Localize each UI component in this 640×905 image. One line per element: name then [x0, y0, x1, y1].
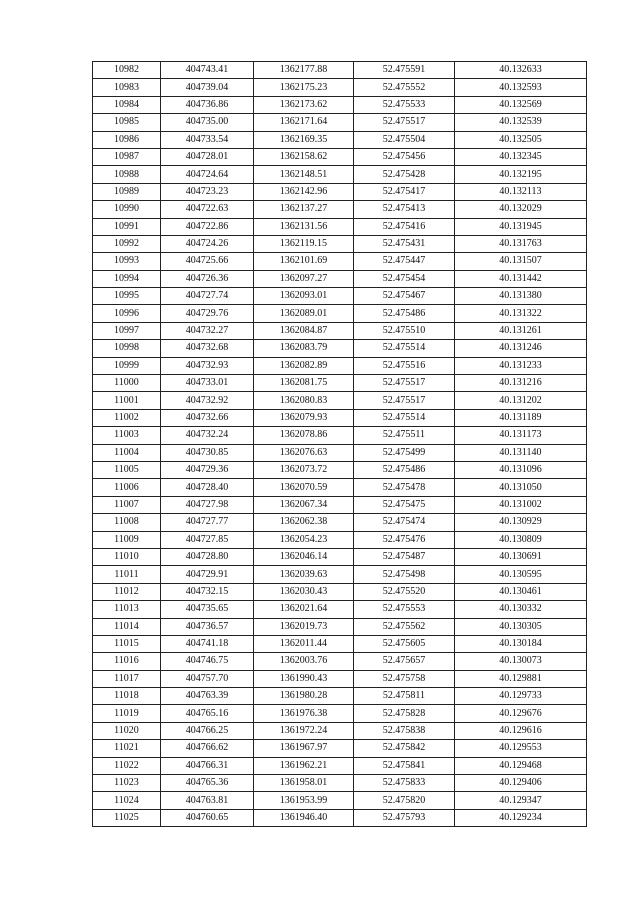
- latitude-cell: 52.475820: [354, 792, 455, 809]
- y-coordinate-cell: 1362039.63: [254, 566, 354, 583]
- point-id-cell: 10985: [93, 114, 161, 131]
- x-coordinate-cell: 404722.63: [161, 201, 254, 218]
- y-coordinate-cell: 1362046.14: [254, 548, 354, 565]
- longitude-cell: 40.132633: [455, 62, 587, 79]
- point-id-cell: 11003: [93, 427, 161, 444]
- point-id-cell: 11010: [93, 548, 161, 565]
- longitude-cell: 40.130332: [455, 601, 587, 618]
- y-coordinate-cell: 1361958.01: [254, 775, 354, 792]
- latitude-cell: 52.475758: [354, 670, 455, 687]
- x-coordinate-cell: 404727.85: [161, 531, 254, 548]
- y-coordinate-cell: 1362054.23: [254, 531, 354, 548]
- point-id-cell: 10988: [93, 166, 161, 183]
- latitude-cell: 52.475413: [354, 201, 455, 218]
- longitude-cell: 40.131050: [455, 479, 587, 496]
- point-id-cell: 11017: [93, 670, 161, 687]
- table-row: [93, 79, 587, 96]
- x-coordinate-cell: 404728.80: [161, 548, 254, 565]
- latitude-cell: 52.475517: [354, 375, 455, 392]
- table-row: [93, 148, 587, 165]
- table-row: [93, 375, 587, 392]
- table-row: [93, 444, 587, 461]
- table-row: [93, 131, 587, 148]
- point-id-cell: 11011: [93, 566, 161, 583]
- latitude-cell: 52.475842: [354, 740, 455, 757]
- x-coordinate-cell: 404763.81: [161, 792, 254, 809]
- latitude-cell: 52.475454: [354, 270, 455, 287]
- latitude-cell: 52.475486: [354, 461, 455, 478]
- longitude-cell: 40.130305: [455, 618, 587, 635]
- longitude-cell: 40.129616: [455, 722, 587, 739]
- table-row: [93, 670, 587, 687]
- y-coordinate-cell: 1361946.40: [254, 809, 354, 826]
- x-coordinate-cell: 404765.16: [161, 705, 254, 722]
- latitude-cell: 52.475467: [354, 288, 455, 305]
- x-coordinate-cell: 404729.91: [161, 566, 254, 583]
- point-id-cell: 11004: [93, 444, 161, 461]
- point-id-cell: 11015: [93, 635, 161, 652]
- x-coordinate-cell: 404743.41: [161, 62, 254, 79]
- table-row: [93, 288, 587, 305]
- y-coordinate-cell: 1362177.88: [254, 62, 354, 79]
- point-id-cell: 11013: [93, 601, 161, 618]
- y-coordinate-cell: 1362062.38: [254, 514, 354, 531]
- table-row: [93, 531, 587, 548]
- x-coordinate-cell: 404725.66: [161, 253, 254, 270]
- latitude-cell: 52.475474: [354, 514, 455, 531]
- point-id-cell: 10993: [93, 253, 161, 270]
- y-coordinate-cell: 1362158.62: [254, 148, 354, 165]
- coordinates-table-body: [93, 62, 587, 827]
- y-coordinate-cell: 1362080.83: [254, 392, 354, 409]
- point-id-cell: 11023: [93, 775, 161, 792]
- x-coordinate-cell: 404735.00: [161, 114, 254, 131]
- longitude-cell: 40.131322: [455, 305, 587, 322]
- x-coordinate-cell: 404766.31: [161, 757, 254, 774]
- latitude-cell: 52.475605: [354, 635, 455, 652]
- longitude-cell: 40.129733: [455, 688, 587, 705]
- table-row: [93, 479, 587, 496]
- point-id-cell: 11000: [93, 375, 161, 392]
- point-id-cell: 11016: [93, 653, 161, 670]
- latitude-cell: 52.475428: [354, 166, 455, 183]
- latitude-cell: 52.475517: [354, 392, 455, 409]
- longitude-cell: 40.130595: [455, 566, 587, 583]
- table-row: [93, 792, 587, 809]
- y-coordinate-cell: 1362067.34: [254, 496, 354, 513]
- longitude-cell: 40.132539: [455, 114, 587, 131]
- point-id-cell: 11025: [93, 809, 161, 826]
- x-coordinate-cell: 404732.27: [161, 322, 254, 339]
- latitude-cell: 52.475533: [354, 96, 455, 113]
- point-id-cell: 10987: [93, 148, 161, 165]
- y-coordinate-cell: 1362142.96: [254, 183, 354, 200]
- table-row: [93, 635, 587, 652]
- table-row: [93, 809, 587, 826]
- latitude-cell: 52.475456: [354, 148, 455, 165]
- x-coordinate-cell: 404736.86: [161, 96, 254, 113]
- point-id-cell: 11024: [93, 792, 161, 809]
- longitude-cell: 40.132345: [455, 148, 587, 165]
- table-row: [93, 514, 587, 531]
- y-coordinate-cell: 1362003.76: [254, 653, 354, 670]
- point-id-cell: 11009: [93, 531, 161, 548]
- latitude-cell: 52.475417: [354, 183, 455, 200]
- latitude-cell: 52.475838: [354, 722, 455, 739]
- point-id-cell: 10994: [93, 270, 161, 287]
- longitude-cell: 40.130691: [455, 548, 587, 565]
- longitude-cell: 40.130461: [455, 583, 587, 600]
- latitude-cell: 52.475793: [354, 809, 455, 826]
- table-row: [93, 166, 587, 183]
- latitude-cell: 52.475516: [354, 357, 455, 374]
- point-id-cell: 10995: [93, 288, 161, 305]
- y-coordinate-cell: 1362070.59: [254, 479, 354, 496]
- point-id-cell: 11008: [93, 514, 161, 531]
- latitude-cell: 52.475447: [354, 253, 455, 270]
- y-coordinate-cell: 1362097.27: [254, 270, 354, 287]
- y-coordinate-cell: 1362081.75: [254, 375, 354, 392]
- latitude-cell: 52.475499: [354, 444, 455, 461]
- x-coordinate-cell: 404732.92: [161, 392, 254, 409]
- y-coordinate-cell: 1361990.43: [254, 670, 354, 687]
- table-row: [93, 548, 587, 565]
- point-id-cell: 10991: [93, 218, 161, 235]
- latitude-cell: 52.475498: [354, 566, 455, 583]
- x-coordinate-cell: 404729.76: [161, 305, 254, 322]
- table-row: [93, 409, 587, 426]
- point-id-cell: 11022: [93, 757, 161, 774]
- longitude-cell: 40.131140: [455, 444, 587, 461]
- x-coordinate-cell: 404732.93: [161, 357, 254, 374]
- longitude-cell: 40.131173: [455, 427, 587, 444]
- longitude-cell: 40.131945: [455, 218, 587, 235]
- longitude-cell: 40.132505: [455, 131, 587, 148]
- table-row: [93, 757, 587, 774]
- latitude-cell: 52.475657: [354, 653, 455, 670]
- longitude-cell: 40.131261: [455, 322, 587, 339]
- table-row: [93, 775, 587, 792]
- table-row: [93, 114, 587, 131]
- table-row: [93, 705, 587, 722]
- y-coordinate-cell: 1362073.72: [254, 461, 354, 478]
- table-row: [93, 618, 587, 635]
- x-coordinate-cell: 404724.64: [161, 166, 254, 183]
- y-coordinate-cell: 1362171.64: [254, 114, 354, 131]
- y-coordinate-cell: 1362084.87: [254, 322, 354, 339]
- table-row: [93, 427, 587, 444]
- latitude-cell: 52.475841: [354, 757, 455, 774]
- y-coordinate-cell: 1362082.89: [254, 357, 354, 374]
- x-coordinate-cell: 404728.40: [161, 479, 254, 496]
- y-coordinate-cell: 1362093.01: [254, 288, 354, 305]
- y-coordinate-cell: 1362148.51: [254, 166, 354, 183]
- y-coordinate-cell: 1362083.79: [254, 340, 354, 357]
- latitude-cell: 52.475811: [354, 688, 455, 705]
- latitude-cell: 52.475416: [354, 218, 455, 235]
- table-row: [93, 740, 587, 757]
- latitude-cell: 52.475517: [354, 114, 455, 131]
- x-coordinate-cell: 404733.54: [161, 131, 254, 148]
- y-coordinate-cell: 1362079.93: [254, 409, 354, 426]
- latitude-cell: 52.475510: [354, 322, 455, 339]
- y-coordinate-cell: 1362078.86: [254, 427, 354, 444]
- longitude-cell: 40.130809: [455, 531, 587, 548]
- y-coordinate-cell: 1362101.69: [254, 253, 354, 270]
- x-coordinate-cell: 404724.26: [161, 235, 254, 252]
- table-row: [93, 340, 587, 357]
- longitude-cell: 40.129468: [455, 757, 587, 774]
- longitude-cell: 40.132569: [455, 96, 587, 113]
- latitude-cell: 52.475476: [354, 531, 455, 548]
- latitude-cell: 52.475591: [354, 62, 455, 79]
- longitude-cell: 40.131246: [455, 340, 587, 357]
- point-id-cell: 10982: [93, 62, 161, 79]
- y-coordinate-cell: 1361962.21: [254, 757, 354, 774]
- point-id-cell: 10989: [93, 183, 161, 200]
- latitude-cell: 52.475520: [354, 583, 455, 600]
- x-coordinate-cell: 404766.25: [161, 722, 254, 739]
- x-coordinate-cell: 404732.68: [161, 340, 254, 357]
- y-coordinate-cell: 1361980.28: [254, 688, 354, 705]
- x-coordinate-cell: 404746.75: [161, 653, 254, 670]
- y-coordinate-cell: 1362019.73: [254, 618, 354, 635]
- longitude-cell: 40.132593: [455, 79, 587, 96]
- longitude-cell: 40.131216: [455, 375, 587, 392]
- table-row: [93, 96, 587, 113]
- y-coordinate-cell: 1362131.56: [254, 218, 354, 235]
- x-coordinate-cell: 404757.70: [161, 670, 254, 687]
- longitude-cell: 40.131507: [455, 253, 587, 270]
- table-row: [93, 461, 587, 478]
- point-id-cell: 11007: [93, 496, 161, 513]
- point-id-cell: 11002: [93, 409, 161, 426]
- x-coordinate-cell: 404735.65: [161, 601, 254, 618]
- longitude-cell: 40.131763: [455, 235, 587, 252]
- point-id-cell: 11006: [93, 479, 161, 496]
- x-coordinate-cell: 404728.01: [161, 148, 254, 165]
- longitude-cell: 40.130184: [455, 635, 587, 652]
- latitude-cell: 52.475553: [354, 601, 455, 618]
- x-coordinate-cell: 404741.18: [161, 635, 254, 652]
- y-coordinate-cell: 1362169.35: [254, 131, 354, 148]
- x-coordinate-cell: 404732.66: [161, 409, 254, 426]
- table-row: [93, 357, 587, 374]
- x-coordinate-cell: 404739.04: [161, 79, 254, 96]
- longitude-cell: 40.131442: [455, 270, 587, 287]
- point-id-cell: 11019: [93, 705, 161, 722]
- table-row: [93, 235, 587, 252]
- point-id-cell: 10998: [93, 340, 161, 357]
- longitude-cell: 40.130929: [455, 514, 587, 531]
- table-row: [93, 183, 587, 200]
- x-coordinate-cell: 404727.77: [161, 514, 254, 531]
- table-row: [93, 253, 587, 270]
- point-id-cell: 10983: [93, 79, 161, 96]
- point-id-cell: 11001: [93, 392, 161, 409]
- longitude-cell: 40.132195: [455, 166, 587, 183]
- table-row: [93, 496, 587, 513]
- point-id-cell: 10996: [93, 305, 161, 322]
- latitude-cell: 52.475511: [354, 427, 455, 444]
- longitude-cell: 40.130073: [455, 653, 587, 670]
- latitude-cell: 52.475431: [354, 235, 455, 252]
- y-coordinate-cell: 1362173.62: [254, 96, 354, 113]
- table-row: [93, 583, 587, 600]
- x-coordinate-cell: 404763.39: [161, 688, 254, 705]
- longitude-cell: 40.131002: [455, 496, 587, 513]
- longitude-cell: 40.131189: [455, 409, 587, 426]
- longitude-cell: 40.131096: [455, 461, 587, 478]
- x-coordinate-cell: 404733.01: [161, 375, 254, 392]
- x-coordinate-cell: 404723.23: [161, 183, 254, 200]
- point-id-cell: 10990: [93, 201, 161, 218]
- point-id-cell: 10999: [93, 357, 161, 374]
- y-coordinate-cell: 1362119.15: [254, 235, 354, 252]
- y-coordinate-cell: 1361976.38: [254, 705, 354, 722]
- point-id-cell: 11018: [93, 688, 161, 705]
- x-coordinate-cell: 404766.62: [161, 740, 254, 757]
- point-id-cell: 10984: [93, 96, 161, 113]
- table-row: [93, 653, 587, 670]
- point-id-cell: 10986: [93, 131, 161, 148]
- y-coordinate-cell: 1362076.63: [254, 444, 354, 461]
- table-row: [93, 722, 587, 739]
- table-row: [93, 601, 587, 618]
- longitude-cell: 40.131233: [455, 357, 587, 374]
- x-coordinate-cell: 404732.15: [161, 583, 254, 600]
- y-coordinate-cell: 1362175.23: [254, 79, 354, 96]
- point-id-cell: 11020: [93, 722, 161, 739]
- y-coordinate-cell: 1362011.44: [254, 635, 354, 652]
- latitude-cell: 52.475833: [354, 775, 455, 792]
- latitude-cell: 52.475562: [354, 618, 455, 635]
- x-coordinate-cell: 404727.74: [161, 288, 254, 305]
- longitude-cell: 40.129234: [455, 809, 587, 826]
- x-coordinate-cell: 404765.36: [161, 775, 254, 792]
- point-id-cell: 11014: [93, 618, 161, 635]
- point-id-cell: 11005: [93, 461, 161, 478]
- table-row: [93, 201, 587, 218]
- y-coordinate-cell: 1361967.97: [254, 740, 354, 757]
- table-row: [93, 270, 587, 287]
- x-coordinate-cell: 404726.36: [161, 270, 254, 287]
- longitude-cell: 40.132113: [455, 183, 587, 200]
- x-coordinate-cell: 404732.24: [161, 427, 254, 444]
- point-id-cell: 11012: [93, 583, 161, 600]
- longitude-cell: 40.131380: [455, 288, 587, 305]
- y-coordinate-cell: 1362137.27: [254, 201, 354, 218]
- latitude-cell: 52.475514: [354, 409, 455, 426]
- longitude-cell: 40.131202: [455, 392, 587, 409]
- table-row: [93, 305, 587, 322]
- latitude-cell: 52.475478: [354, 479, 455, 496]
- longitude-cell: 40.129676: [455, 705, 587, 722]
- table-row: [93, 566, 587, 583]
- latitude-cell: 52.475514: [354, 340, 455, 357]
- y-coordinate-cell: 1361972.24: [254, 722, 354, 739]
- table-row: [93, 392, 587, 409]
- y-coordinate-cell: 1362021.64: [254, 601, 354, 618]
- latitude-cell: 52.475475: [354, 496, 455, 513]
- latitude-cell: 52.475552: [354, 79, 455, 96]
- point-id-cell: 10992: [93, 235, 161, 252]
- longitude-cell: 40.129881: [455, 670, 587, 687]
- table-row: [93, 218, 587, 235]
- latitude-cell: 52.475504: [354, 131, 455, 148]
- longitude-cell: 40.132029: [455, 201, 587, 218]
- x-coordinate-cell: 404729.36: [161, 461, 254, 478]
- x-coordinate-cell: 404722.86: [161, 218, 254, 235]
- longitude-cell: 40.129347: [455, 792, 587, 809]
- longitude-cell: 40.129406: [455, 775, 587, 792]
- x-coordinate-cell: 404730.85: [161, 444, 254, 461]
- latitude-cell: 52.475486: [354, 305, 455, 322]
- table-row: [93, 62, 587, 79]
- x-coordinate-cell: 404727.98: [161, 496, 254, 513]
- y-coordinate-cell: 1361953.99: [254, 792, 354, 809]
- point-id-cell: 11021: [93, 740, 161, 757]
- x-coordinate-cell: 404760.65: [161, 809, 254, 826]
- y-coordinate-cell: 1362030.43: [254, 583, 354, 600]
- latitude-cell: 52.475828: [354, 705, 455, 722]
- y-coordinate-cell: 1362089.01: [254, 305, 354, 322]
- longitude-cell: 40.129553: [455, 740, 587, 757]
- table-row: [93, 688, 587, 705]
- x-coordinate-cell: 404736.57: [161, 618, 254, 635]
- table-row: [93, 322, 587, 339]
- point-id-cell: 10997: [93, 322, 161, 339]
- latitude-cell: 52.475487: [354, 548, 455, 565]
- coordinates-table: [92, 61, 587, 827]
